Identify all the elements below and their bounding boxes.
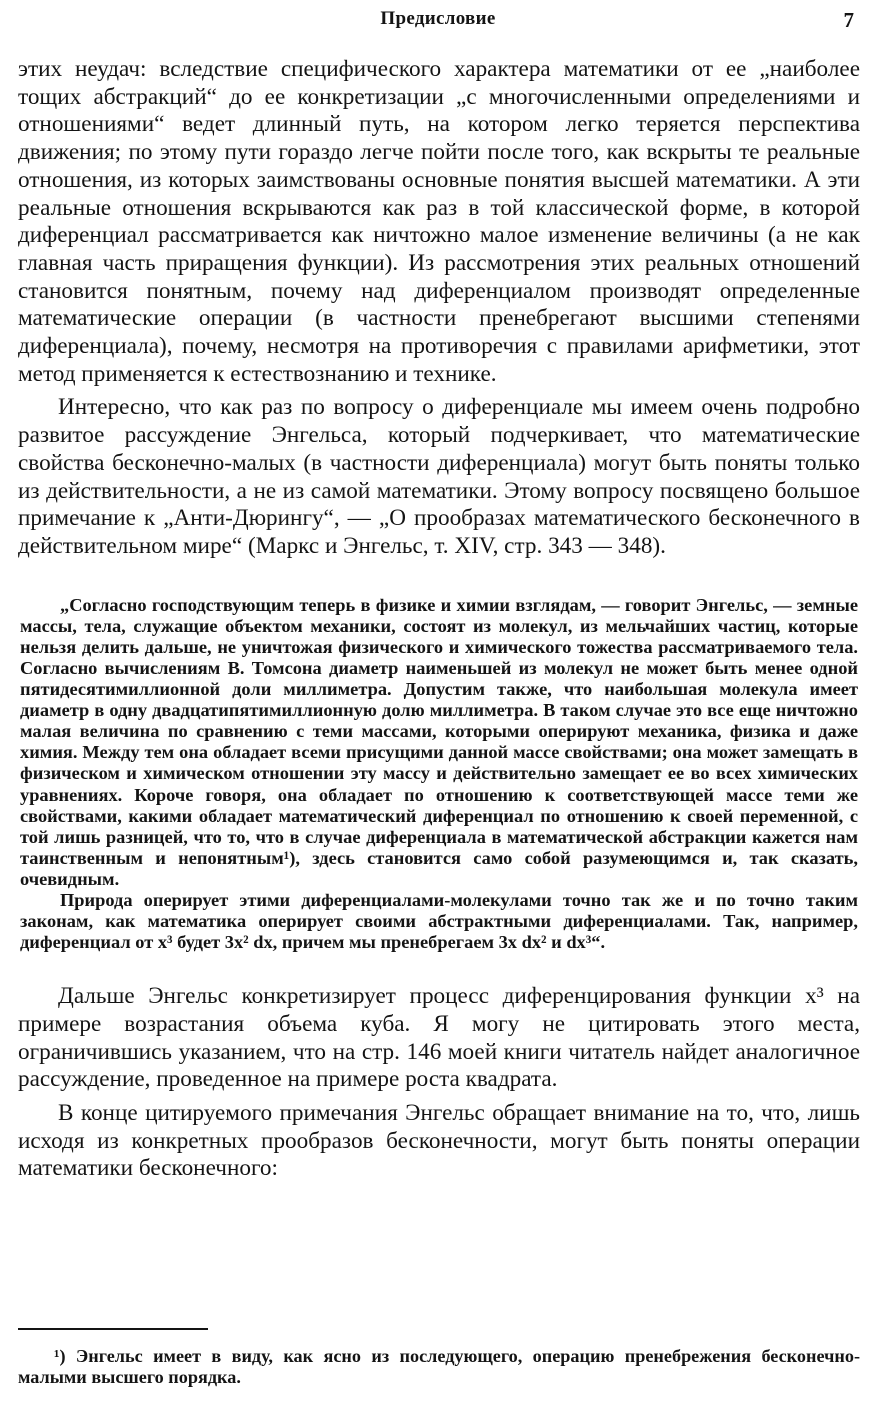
paragraph-cube-example: Дальше Энгельс конкретизирует процесс диференцирования функции x³ на примере возрастания объема куба. Я могу не цитировать этого места, ограничившись указанием, что на стр. 146 моей книги читатель найдет аналогичное рассуждение, проведенное на примере роста квадрата.: [18, 983, 860, 1093]
main-text: [18, 56, 860, 1183]
page-header: [18, 8, 858, 36]
quote-paragraph-molecules: „Согласно господствующим теперь в физике и химии взглядам, — говорит Энгельс, — земные массы, тела, служащие объектом механики, состоят из молекул, из мельчайших частиц, которые нельзя делить дальше, не уничтожая физического и химического тожества рассматриваемого тела. Согласно вычислениям В. Томсона диаметр наименьшей из молекул не может быть менее одной пятидесятимиллионной доли миллиметра. Допустим также, что наибольшая молекула имеет диаметр в одну двадцатипятимиллионную долю миллиметра. В таком случае это все еще ничтожно малая величина по сравнению с теми массами, которыми оперируют механика, физика и даже химия. Между тем она обладает всеми присущими данной массе свойствами; она может замещать в физическом и химическом отношении эту массу и действительно замещает ее во всех химических уравнениях. Короче говоря, она обладает по отношению к соответствующей массе теми же свойствами, какими обладает математический диференциал по отношению к своей переменной, с той лишь разницей, что то, что в случае диференциала в математической абстракции кажется нам таинственным и непонятным¹), здесь становится само собой разумеющимся и, так сказать, очевидным.: [20, 594, 858, 889]
paragraph-engels-differential: Интересно, что как раз по вопросу о диференциале мы имеем очень подробно развитое рассуждение Энгельса, который подчеркивает, что математические свойства бесконечно-малых (в частности диференциала) могут быть поняты только из действительности, а не из самой математики. Этому вопросу посвящено большое примечание к „Анти-Дюрингу“, — „О прообразах математического бесконечного в действительном мире“ (Маркс и Энгельс, т. XIV, стр. 343 — 348).: [18, 394, 860, 559]
running-title: Предисловие: [380, 8, 496, 29]
footnote: ¹) Энгельс имеет в виду, как ясно из последующего, операцию пренебрежения бесконечно-малыми высшего порядка.: [18, 1346, 860, 1387]
paragraph-continuation: этих неудач: вследствие специфического характера математики от ее „наиболее тощих абстракций“ до ее конкретизации „с многочисленными определениями и отношениями“ ведет длинный путь, на котором легко теряется перспектива движения; по этому пути гораздо легче пойти после того, как вскрыты те реальные отношения, из которых заимствованы основные понятия высшей математики. А эти реальные отношения вскрываются как раз в той классической форме, в которой диференциал рассматривается как ничтожно малое изменение величины (а не как главная часть приращения функции). Из рассмотрения этих реальных отношений становится понятным, почему над диференциалом производят определенные математические операции (в частности пренебрегают высшими степенями диференциала), почему, несмотря на противоречия с правилами арифметики, этот метод применяется к естествознанию и технике.: [18, 56, 860, 387]
paragraph-concrete-prototypes: В конце цитируемого примечания Энгельс обращает внимание на то, что, лишь исходя из конкретных прообразов бесконечности, могут быть поняты операции математики бесконечного:: [18, 1100, 860, 1182]
quote-paragraph-nature: Природа оперирует этими диференциалами-молекулами точно так же и по точно таким законам, как математика оперирует своими абстрактными диференциалами. Так, например, диференциал от x³ будет 3x² dx, причем мы пренебрегаем 3x dx² и dx³“.: [20, 889, 858, 953]
page-number: 7: [843, 8, 854, 32]
engels-quotation: [18, 595, 860, 954]
footnote-divider: [18, 1328, 208, 1330]
